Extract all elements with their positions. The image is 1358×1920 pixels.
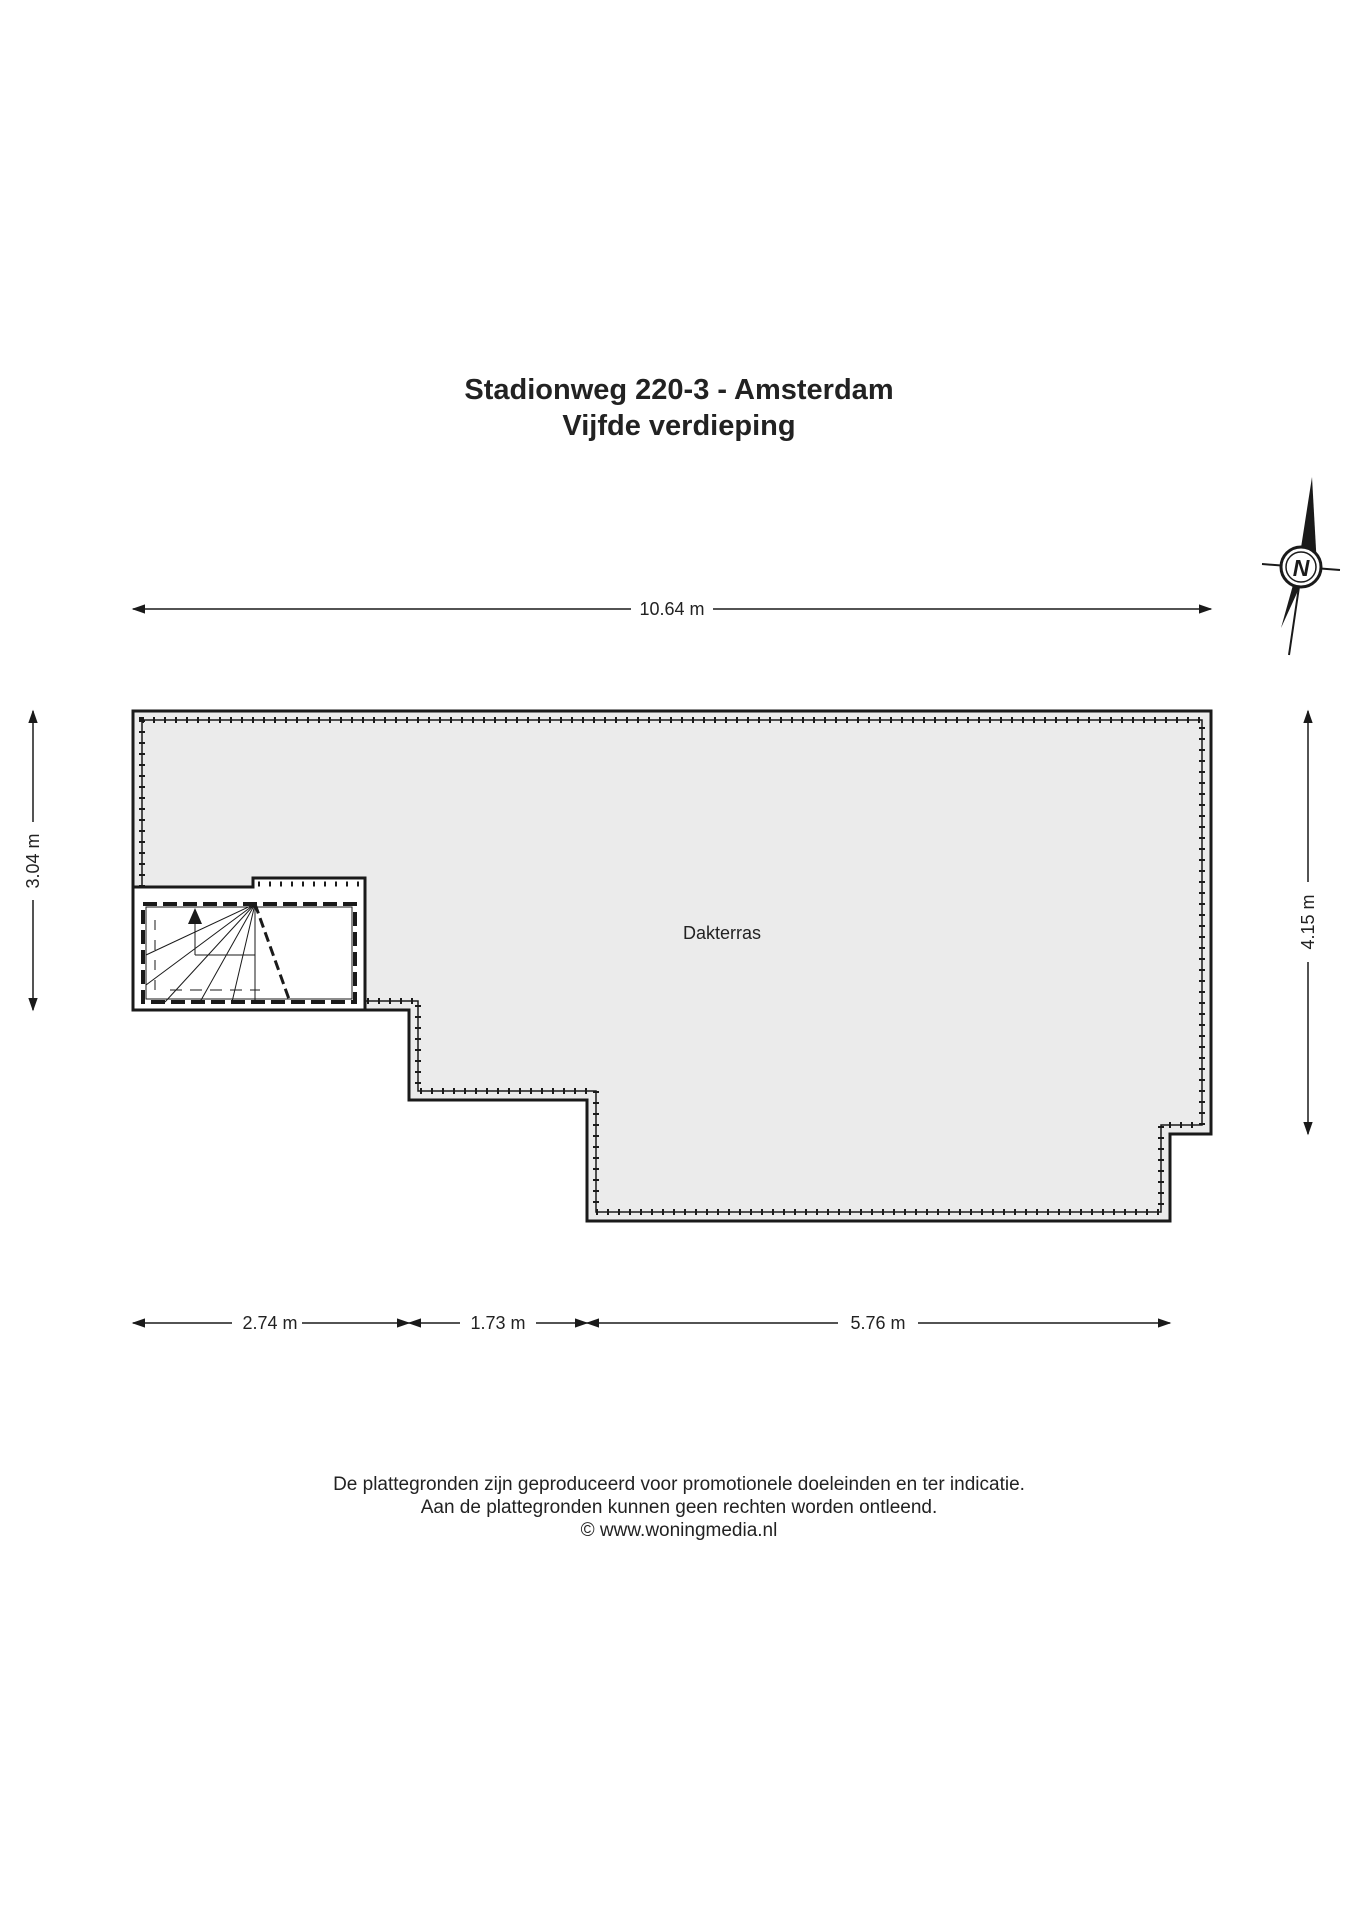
dimension-bottom — [133, 1313, 1170, 1333]
page-title: Stadionweg 220-3 - Amsterdam — [464, 374, 894, 406]
stair-housing — [133, 878, 365, 1010]
disclaimer-line-1: De plattegronden zijn geproduceerd voor promotionele doeleinden en ter indicatie. — [333, 1474, 1025, 1495]
dimension-label-bottom-2: 1.73 m — [470, 1313, 526, 1333]
dimension-top — [133, 599, 1211, 619]
dimension-label-bottom-3: 5.76 m — [850, 1313, 906, 1333]
dimension-left — [23, 711, 43, 1010]
dimension-label-top: 10.64 m — [639, 599, 705, 619]
disclaimer-footer — [0, 1473, 1358, 1542]
dimension-label-right: 4.15 m — [1298, 894, 1318, 950]
dimension-right — [1298, 711, 1318, 1134]
copyright-line: © www.woningmedia.nl — [580, 1520, 778, 1541]
stair-enclosure-wall — [133, 878, 365, 1010]
dimension-label-bottom-1: 2.74 m — [242, 1313, 298, 1333]
dimension-label-left: 3.04 m — [23, 833, 43, 889]
room-label-dakterras: Dakterras — [682, 923, 762, 943]
compass-north-label: N — [1292, 555, 1310, 581]
disclaimer-line-2: Aan de plattegronden kunnen geen rechten worden ontleend. — [420, 1497, 938, 1518]
north-arrow-icon — [1262, 477, 1340, 655]
floor-subtitle: Vijfde verdieping — [562, 410, 796, 442]
